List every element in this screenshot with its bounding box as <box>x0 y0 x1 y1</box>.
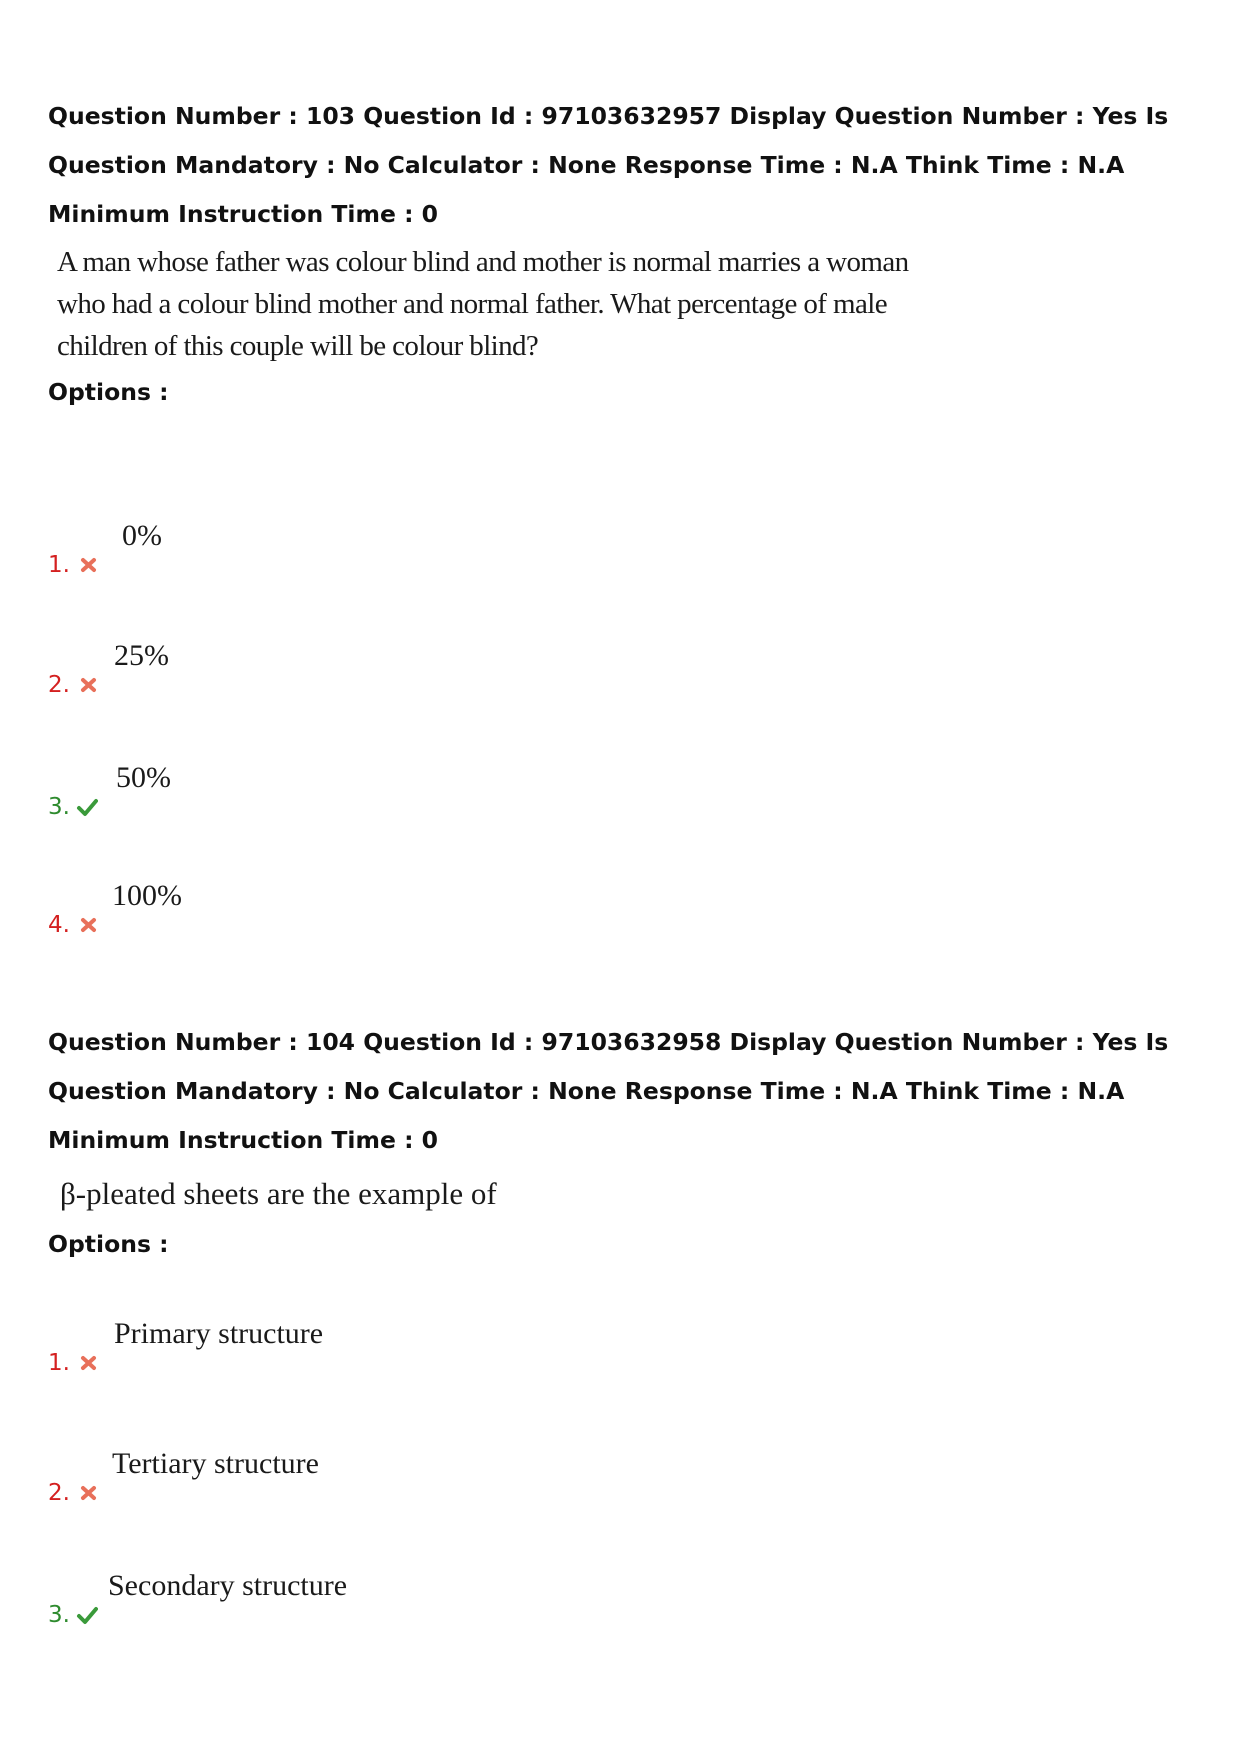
option-text: Secondary structure <box>108 1569 348 1602</box>
question-meta: Question Number : 104 Question Id : 97103632958 Display Question Number : Yes Is Question Mandatory : No Calculator : None Response Time : N.A Think Time : N.A Minimum Instruction Time : 0 <box>48 1028 1169 1154</box>
options-label: Options : <box>48 1230 169 1258</box>
option-text: Primary structure <box>114 1317 324 1350</box>
option-4 <box>48 878 748 938</box>
option-3 <box>48 1568 748 1628</box>
options-label: Options : <box>48 378 169 406</box>
option-1 <box>48 1316 748 1376</box>
cross-icon <box>78 1482 100 1504</box>
option-3 <box>48 760 748 820</box>
cross-icon <box>78 1352 100 1374</box>
option-2 <box>48 1446 748 1506</box>
cross-icon <box>78 554 100 576</box>
check-icon <box>76 1604 98 1626</box>
option-number: 1. <box>48 1350 70 1376</box>
option-number: 2. <box>48 672 70 698</box>
check-icon <box>76 796 98 818</box>
option-text: 25% <box>114 639 169 672</box>
question-text: A man whose father was colour blind and mother is normal marries a woman who had a colour blind mother and normal father. What percentage of male children of this couple will be colour blind? <box>57 246 909 362</box>
option-text: 0% <box>122 519 162 552</box>
option-1 <box>48 518 748 578</box>
option-number: 4. <box>48 912 70 938</box>
question-text: β-pleated sheets are the example of <box>60 1176 497 1211</box>
option-number: 3. <box>48 794 70 820</box>
option-number: 1. <box>48 552 70 578</box>
option-number: 2. <box>48 1480 70 1506</box>
option-text: 50% <box>116 761 171 794</box>
question-block-104 <box>48 1018 1208 1628</box>
option-2 <box>48 638 748 698</box>
option-text: 100% <box>112 879 182 912</box>
cross-icon <box>78 914 100 936</box>
question-block-103 <box>48 92 1208 938</box>
option-text: Tertiary structure <box>112 1447 319 1480</box>
question-meta: Question Number : 103 Question Id : 97103632957 Display Question Number : Yes Is Question Mandatory : No Calculator : None Response Time : N.A Think Time : N.A Minimum Instruction Time : 0 <box>48 102 1169 228</box>
option-number: 3. <box>48 1602 70 1628</box>
cross-icon <box>78 674 100 696</box>
